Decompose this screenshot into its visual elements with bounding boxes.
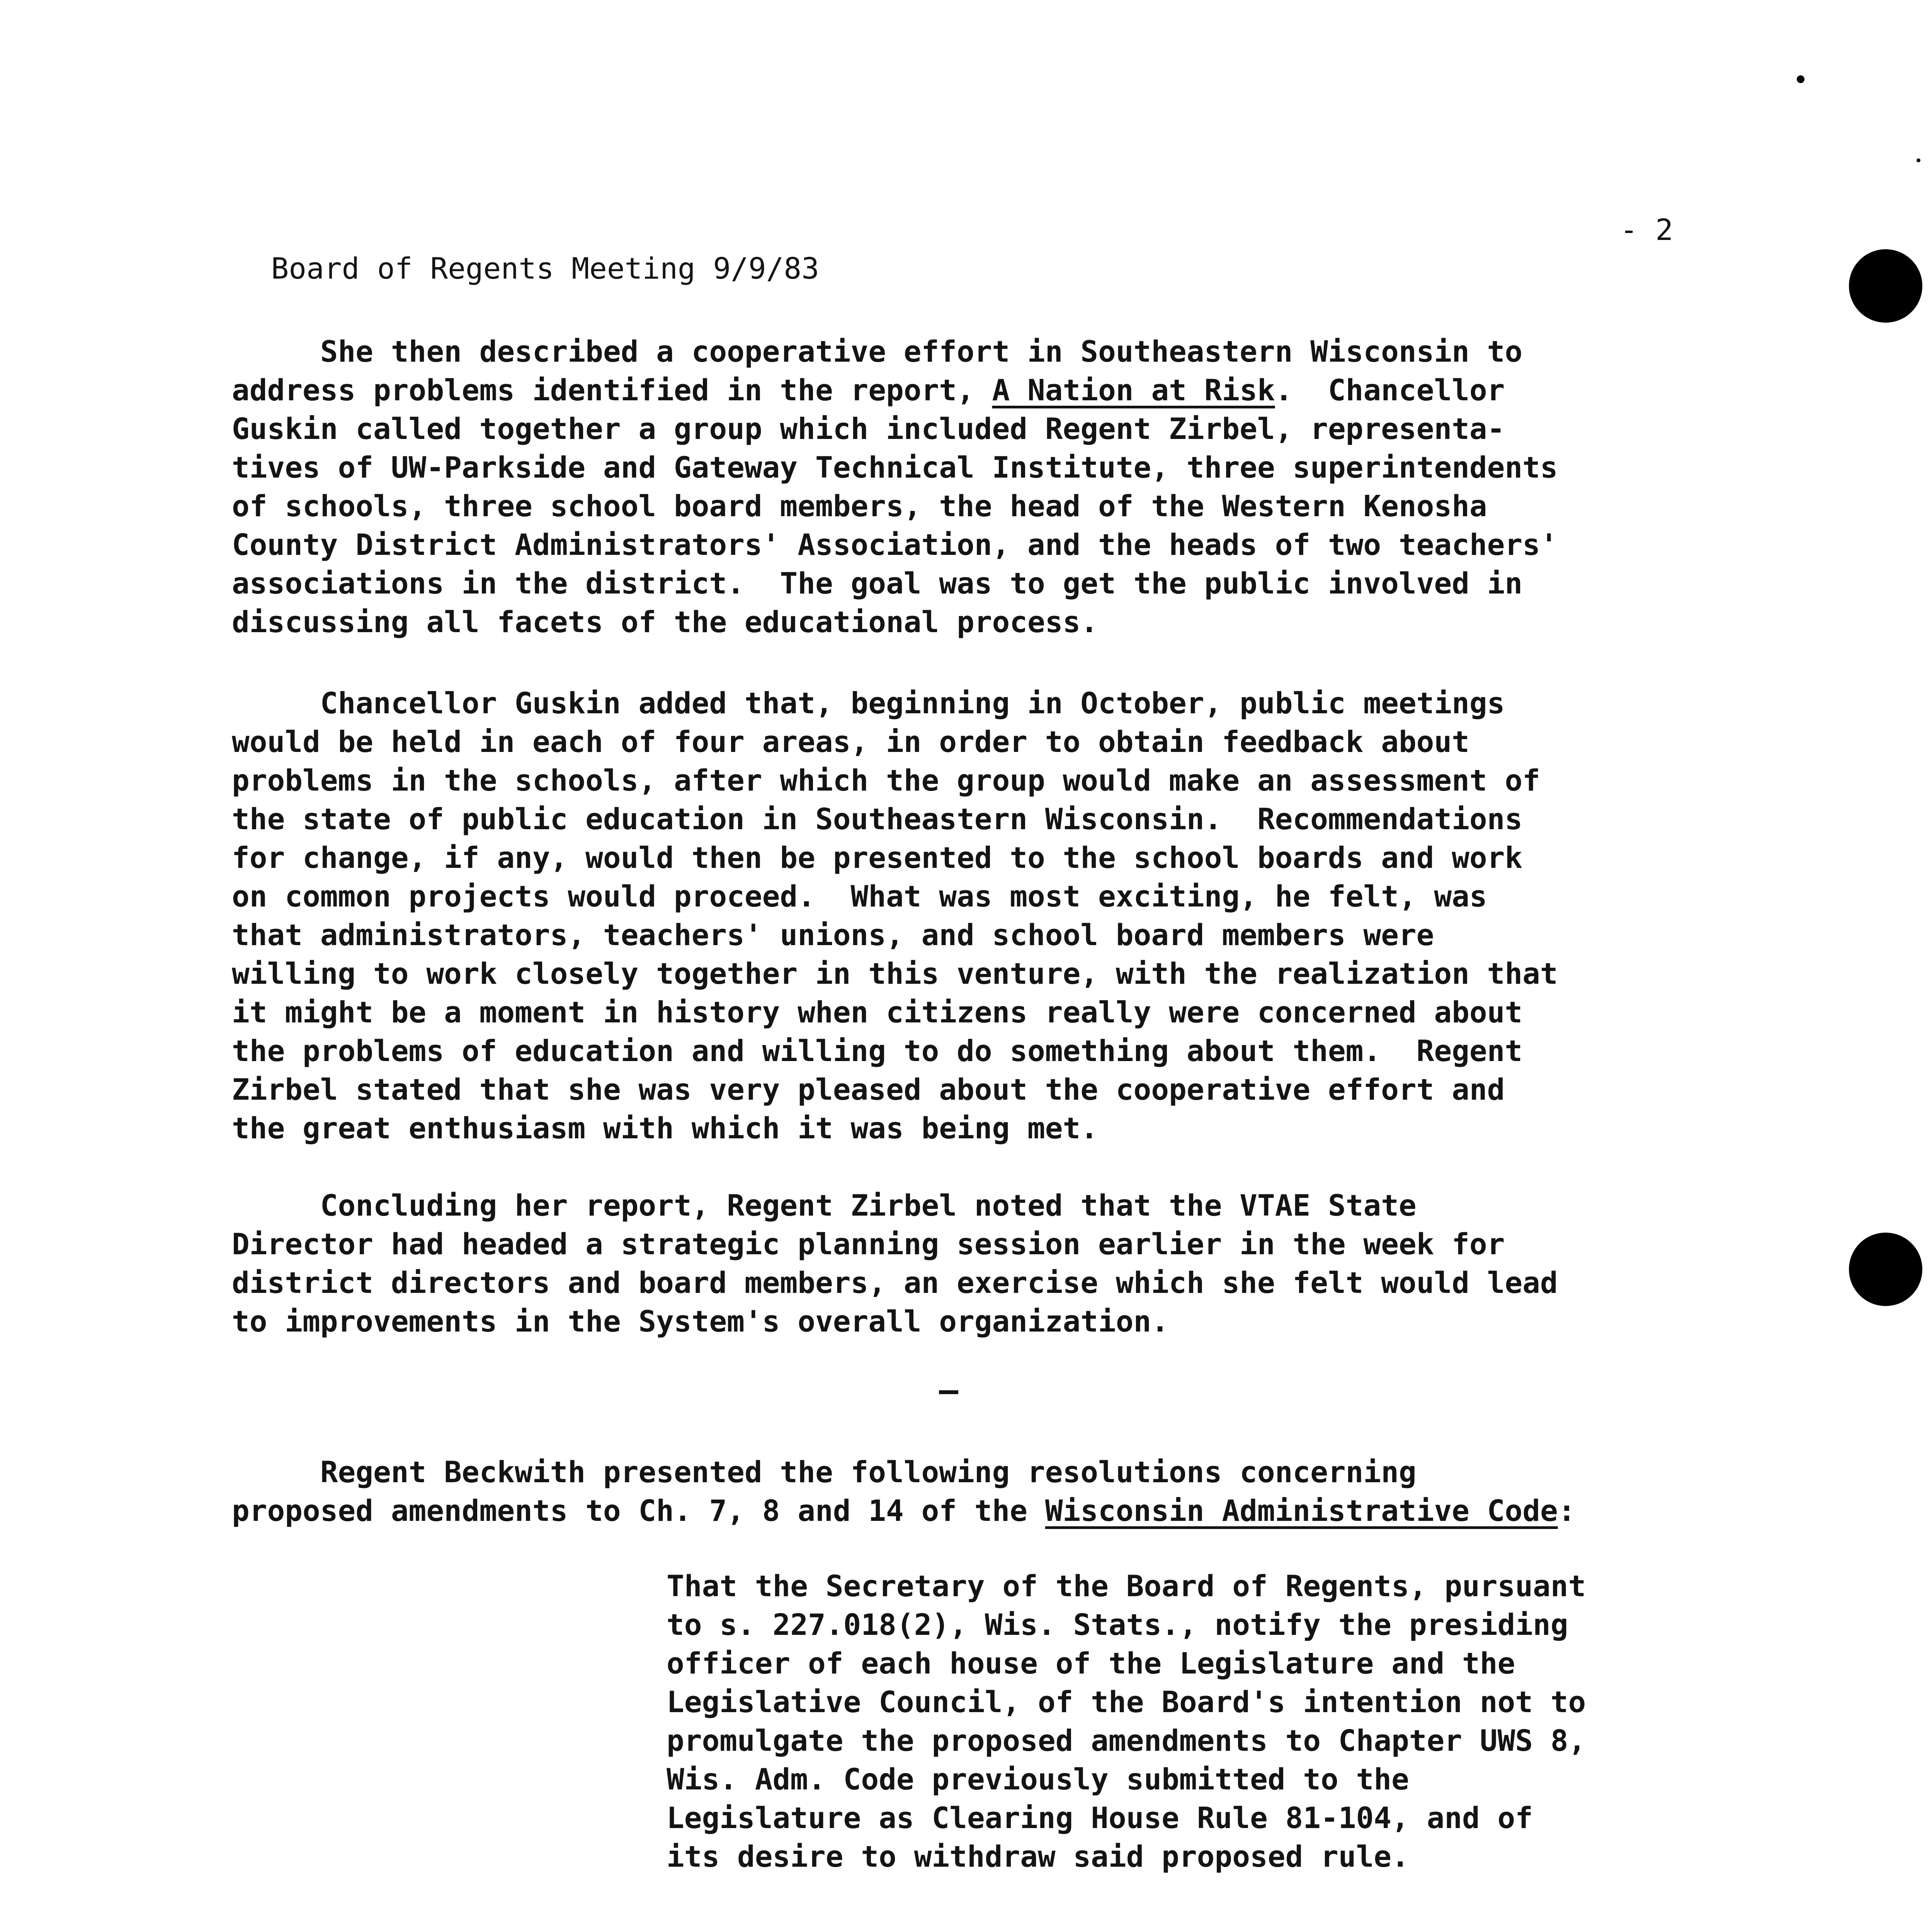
text-line: the problems of education and willing to do something about them. Regent [232,1034,1523,1068]
paragraph-vtae-planning [232,1186,1700,1341]
text-line: district directors and board members, an exercise which she felt would lead [232,1265,1558,1300]
text-line: Regent Beckwith presented the following resolutions concerning [232,1455,1417,1489]
report-title-underlined: A Nation at Risk [992,373,1275,407]
text-line [232,1492,1700,1530]
page-header [236,211,1673,327]
resolution-line: That the Secretary of the Board of Regents, pursuant [667,1569,1586,1603]
punch-hole-top [1849,249,1922,323]
resolution-line: its desire to withdraw said proposed rule. [667,1839,1409,1874]
resolution-line: promulgate the proposed amendments to Chapter UWS 8, [667,1723,1586,1758]
text-line: Zirbel stated that she was very pleased about the cooperative effort and [232,1072,1505,1107]
text-line: Guskin called together a group which included Regent Zirbel, representa- [232,412,1505,446]
separator-dash [939,1390,958,1394]
paragraph-public-meetings [232,684,1700,1148]
text-line: Concluding her report, Regent Zirbel noted that the VTAE State [232,1188,1417,1223]
text-segment: . Chancellor [1275,373,1505,407]
text-line: that administrators, teachers' unions, and school board members were [232,918,1434,952]
text-line: County District Administrators' Association, and the heads of two teachers' [232,527,1558,562]
resolution-line: to s. 227.018(2), Wis. Stats., notify the presiding [667,1607,1568,1642]
resolution-line: Legislature as Clearing House Rule 81-104, and of [667,1801,1533,1835]
text-line: Director had headed a strategic planning session earlier in the week for [232,1227,1505,1261]
text-line: She then described a cooperative effort in Southeastern Wisconsin to [232,334,1523,369]
text-line: discussing all facets of the educational process. [232,605,1099,639]
text-line: the state of public education in Southeastern Wisconsin. Recommendations [232,802,1523,836]
punch-hole-middle [1849,1233,1922,1306]
scan-speck [1797,75,1804,83]
text-line: problems in the schools, after which the group would make an assessment of [232,763,1540,798]
text-line: tives of UW-Parkside and Gateway Technical Institute, three superintendents [232,450,1558,485]
text-line: Chancellor Guskin added that, beginning in October, public meetings [232,686,1505,720]
text-line: would be held in each of four areas, in order to obtain feedback about [232,724,1469,759]
text-line: the great enthusiasm with which it was being met. [232,1111,1099,1145]
resolution-text [667,1567,1710,1876]
text-line: it might be a moment in history when citizens really were concerned about [232,995,1523,1029]
text-line: on common projects would proceed. What was most exciting, he felt, was [232,879,1487,913]
page-number: - 2 [1620,213,1673,247]
text-line: associations in the district. The goal was to get the public involved in [232,566,1523,600]
resolution-line: Legislative Council, of the Board's intention not to [667,1685,1586,1719]
paragraph-cooperative-effort [232,332,1700,641]
paragraph-beckwith-resolutions [232,1453,1700,1530]
scan-speck [1917,158,1920,162]
text-segment: proposed amendments to Ch. 7, 8 and 14 of the [232,1493,1045,1528]
text-line [232,371,1700,410]
resolution-line: officer of each house of the Legislature and the [667,1646,1515,1680]
text-line: willing to work closely together in this venture, with the realization that [232,956,1558,991]
page-title: Board of Regents Meeting 9/9/83 [271,251,819,286]
text-segment: : [1558,1493,1576,1528]
code-title-underlined: Wisconsin Administrative Code [1045,1493,1558,1528]
text-line: of schools, three school board members, the head of the Western Kenosha [232,489,1487,523]
text-line: to improvements in the System's overall organization. [232,1304,1169,1338]
resolution-line: Wis. Adm. Code previously submitted to the [667,1762,1409,1796]
text-line: for change, if any, would then be presented to the school boards and work [232,840,1523,875]
text-segment: address problems identified in the report, [232,373,992,407]
